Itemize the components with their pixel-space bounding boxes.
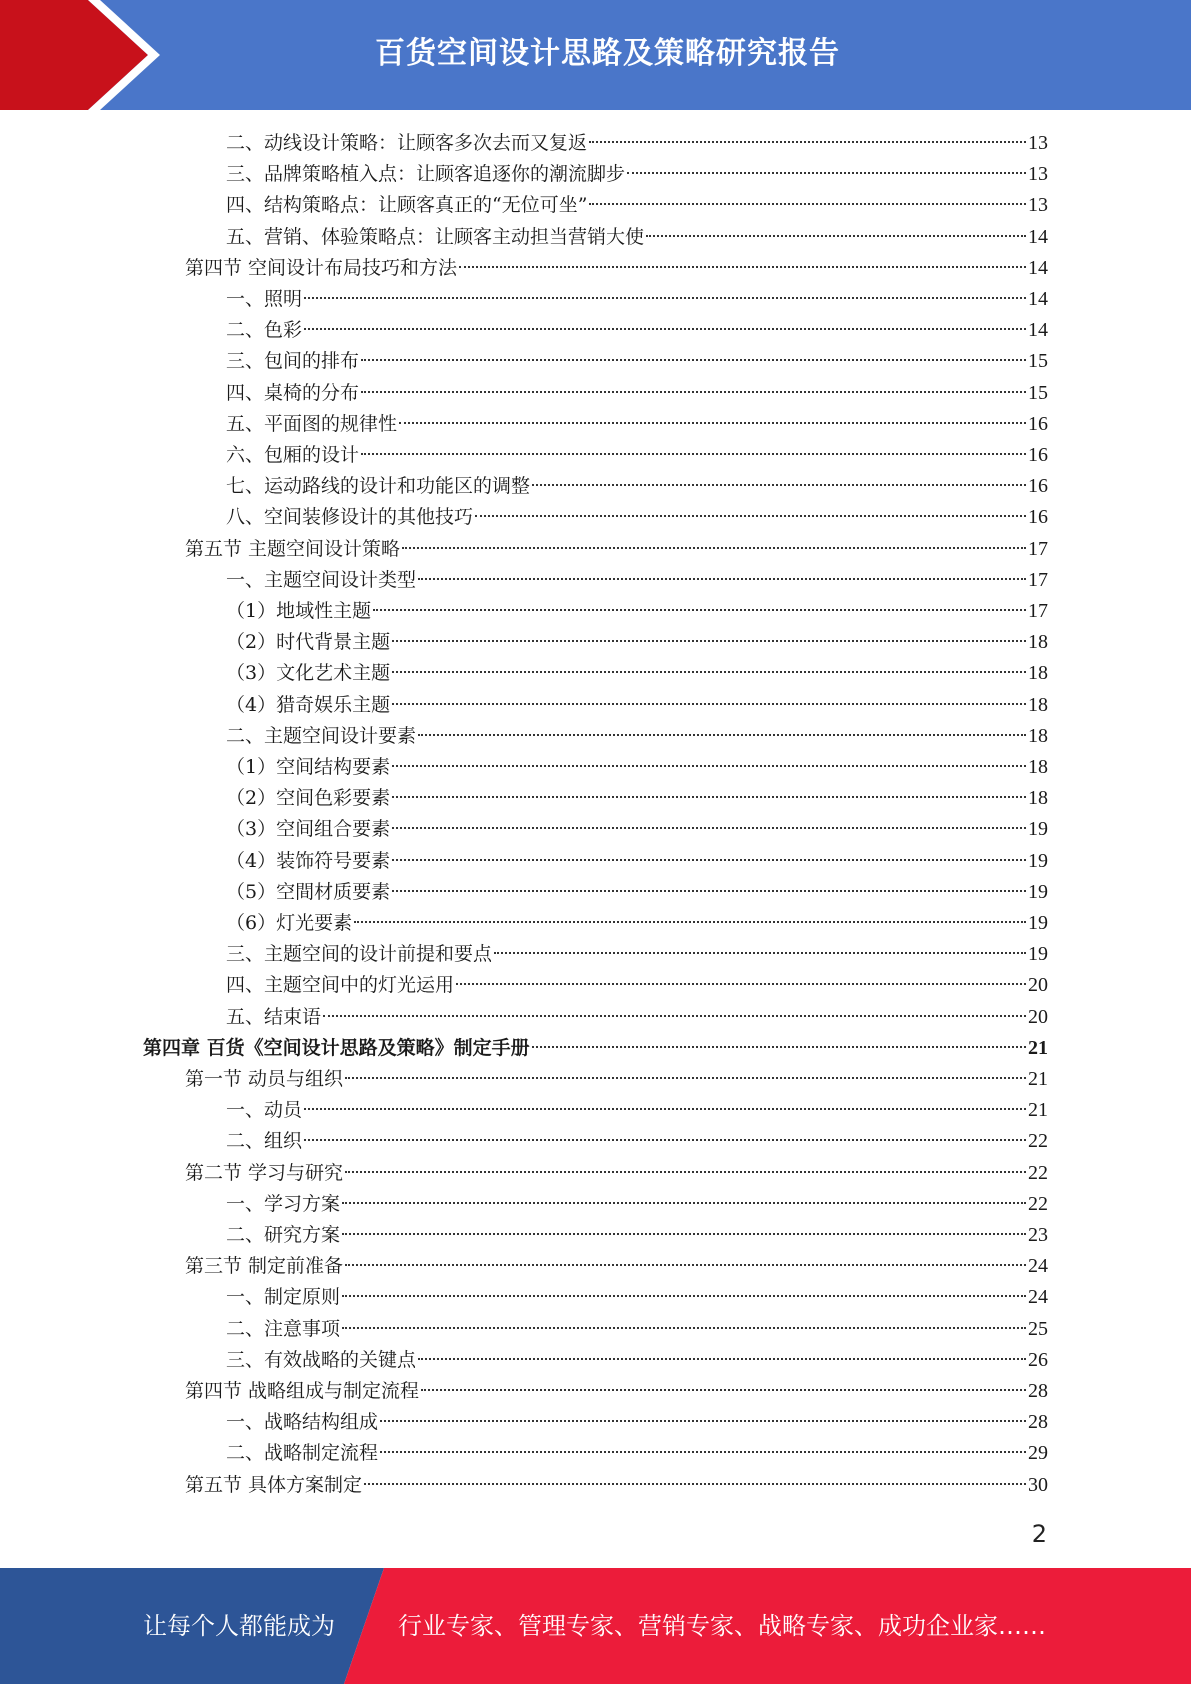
toc-entry-page: 15 <box>1028 350 1048 372</box>
toc-dot-leader <box>304 328 1026 330</box>
toc-dot-leader <box>361 391 1026 393</box>
toc-dot-leader <box>646 235 1026 237</box>
toc-dot-leader <box>627 172 1026 174</box>
toc-entry-page: 19 <box>1028 881 1048 903</box>
toc-dot-leader <box>345 1077 1026 1079</box>
toc-entry-page: 19 <box>1028 912 1048 934</box>
toc-entry-page: 24 <box>1028 1286 1048 1308</box>
toc-entry[interactable] <box>226 970 1048 1000</box>
toc-entry-label: 第四节 空间设计布局技巧和方法 <box>185 257 458 279</box>
toc-entry[interactable] <box>226 346 1048 376</box>
toc-entry-page: 30 <box>1028 1474 1048 1496</box>
toc-entry[interactable] <box>226 222 1048 252</box>
toc-entry-label: （1）地域性主题 <box>226 600 372 622</box>
toc-entry[interactable] <box>226 814 1048 844</box>
toc-entry-page: 13 <box>1028 132 1048 154</box>
toc-entry-page: 19 <box>1028 850 1048 872</box>
toc-entry[interactable] <box>226 190 1048 220</box>
toc-entry-label: 五、营销、体验策略点：让顾客主动担当营销大使 <box>226 226 645 248</box>
toc-entry-page: 21 <box>1028 1037 1048 1059</box>
toc-entry-page: 18 <box>1028 662 1048 684</box>
toc-entry-page: 16 <box>1028 475 1048 497</box>
toc-entry-label: 第五节 具体方案制定 <box>185 1474 363 1496</box>
toc-dot-leader <box>392 796 1026 798</box>
toc-entry-page: 17 <box>1028 569 1048 591</box>
toc-entry[interactable] <box>185 1470 1048 1500</box>
toc-entry-page: 28 <box>1028 1380 1048 1402</box>
toc-entry[interactable] <box>185 253 1048 283</box>
toc-entry-label: 二、组织 <box>226 1130 303 1152</box>
toc-entry-label: 第四章 百货《空间设计思路及策略》制定手册 <box>143 1037 530 1059</box>
toc-entry-page: 18 <box>1028 787 1048 809</box>
toc-entry-page: 26 <box>1028 1349 1048 1371</box>
toc-dot-leader <box>342 1295 1026 1297</box>
toc-entry-label: 四、桌椅的分布 <box>226 382 360 404</box>
toc-entry[interactable] <box>226 565 1048 595</box>
toc-entry[interactable] <box>226 440 1048 470</box>
toc-dot-leader <box>373 609 1026 611</box>
toc-dot-leader <box>380 1451 1026 1453</box>
toc-entry-page: 17 <box>1028 600 1048 622</box>
toc-entry-page: 25 <box>1028 1318 1048 1340</box>
toc-dot-leader <box>589 141 1026 143</box>
toc-entry-label: 一、战略结构组成 <box>226 1411 379 1433</box>
page-number: 2 <box>1031 1520 1047 1548</box>
toc-dot-leader <box>392 859 1026 861</box>
toc-dot-leader <box>402 547 1026 549</box>
footer-slogan-left: 让每个人都能成为 <box>143 1612 335 1640</box>
toc-dot-leader <box>392 640 1026 642</box>
toc-entry-page: 19 <box>1028 818 1048 840</box>
toc-entry[interactable] <box>226 1282 1048 1312</box>
toc-dot-leader <box>342 1327 1026 1329</box>
toc-entry[interactable] <box>185 1376 1048 1406</box>
toc-entry-page: 18 <box>1028 631 1048 653</box>
toc-entry-page: 16 <box>1028 413 1048 435</box>
toc-entry-label: 六、包厢的设计 <box>226 444 360 466</box>
toc-entry-page: 29 <box>1028 1442 1048 1464</box>
toc-dot-leader <box>354 921 1026 923</box>
toc-entry-page: 14 <box>1028 319 1048 341</box>
toc-dot-leader <box>392 765 1026 767</box>
toc-entry[interactable] <box>226 378 1048 408</box>
toc-entry-label: 七、运动路线的设计和功能区的调整 <box>226 475 531 497</box>
toc-entry[interactable] <box>226 284 1048 314</box>
toc-dot-leader <box>345 1171 1026 1173</box>
toc-entry-label: （2）空间色彩要素 <box>226 787 391 809</box>
toc-dot-leader <box>418 1358 1026 1360</box>
toc-entry-page: 13 <box>1028 163 1048 185</box>
toc-dot-leader <box>304 1108 1026 1110</box>
toc-entry[interactable] <box>185 1064 1048 1094</box>
toc-entry[interactable] <box>226 1126 1048 1156</box>
toc-entry-label: 一、学习方案 <box>226 1193 341 1215</box>
toc-dot-leader <box>589 203 1026 205</box>
footer-slogan-right: 行业专家、管理专家、营销专家、战略专家、成功企业家…… <box>398 1612 1046 1640</box>
toc-entry-page: 15 <box>1028 382 1048 404</box>
toc-dot-leader <box>532 484 1026 486</box>
toc-entry[interactable] <box>226 1438 1048 1468</box>
toc-entry-page: 18 <box>1028 756 1048 778</box>
toc-entry-label: （6）灯光要素 <box>226 912 353 934</box>
toc-entry-page: 22 <box>1028 1130 1048 1152</box>
toc-dot-leader <box>342 1233 1026 1235</box>
toc-dot-leader <box>392 827 1026 829</box>
toc-entry[interactable] <box>226 502 1048 532</box>
toc-entry-label: 二、注意事项 <box>226 1318 341 1340</box>
toc-entry-label: 第三节 制定前准备 <box>185 1255 344 1277</box>
toc-entry-label: （1）空间结构要素 <box>226 756 391 778</box>
toc-entry[interactable] <box>226 721 1048 751</box>
toc-entry-page: 16 <box>1028 506 1048 528</box>
toc-dot-leader <box>475 515 1026 517</box>
toc-entry[interactable] <box>185 534 1048 564</box>
toc-entry-page: 28 <box>1028 1411 1048 1433</box>
toc-entry[interactable] <box>226 596 1048 626</box>
toc-dot-leader <box>494 952 1026 954</box>
toc-entry-page: 23 <box>1028 1224 1048 1246</box>
toc-dot-leader <box>304 297 1026 299</box>
toc-entry-page: 24 <box>1028 1255 1048 1277</box>
toc-entry-label: 一、主题空间设计类型 <box>226 569 417 591</box>
toc-dot-leader <box>399 422 1026 424</box>
toc-dot-leader <box>392 703 1026 705</box>
toc-entry-page: 18 <box>1028 725 1048 747</box>
toc-entry-label: 第四节 战略组成与制定流程 <box>185 1380 420 1402</box>
toc-entry-label: （4）装饰符号要素 <box>226 850 391 872</box>
toc-dot-leader <box>361 453 1026 455</box>
page-header <box>0 0 1191 110</box>
toc-dot-leader <box>345 1264 1026 1266</box>
toc-dot-leader <box>342 1202 1026 1204</box>
toc-entry-label: 三、主题空间的设计前提和要点 <box>226 943 493 965</box>
toc-entry-label: 四、结构策略点：让顾客真正的“无位可坐” <box>226 194 588 216</box>
toc-entry-page: 21 <box>1028 1068 1048 1090</box>
toc-entry[interactable] <box>143 1033 1048 1063</box>
toc-dot-leader <box>456 983 1026 985</box>
toc-entry-page: 14 <box>1028 226 1048 248</box>
toc-dot-leader <box>392 671 1026 673</box>
toc-entry[interactable] <box>185 1158 1048 1188</box>
toc-entry[interactable] <box>226 939 1048 969</box>
toc-entry-label: 二、研究方案 <box>226 1224 341 1246</box>
toc-entry[interactable] <box>226 658 1048 688</box>
toc-entry[interactable] <box>226 471 1048 501</box>
toc-dot-leader <box>459 266 1026 268</box>
toc-entry-label: （3）空间组合要素 <box>226 818 391 840</box>
toc-entry-page: 13 <box>1028 194 1048 216</box>
toc-entry-label: 三、有效战略的关键点 <box>226 1349 417 1371</box>
toc-dot-leader <box>361 359 1026 361</box>
toc-dot-leader <box>421 1389 1026 1391</box>
toc-entry-page: 20 <box>1028 974 1048 996</box>
toc-entry[interactable] <box>226 783 1048 813</box>
toc-entry[interactable] <box>226 877 1048 907</box>
toc-entry[interactable] <box>226 1189 1048 1219</box>
toc-entry-page: 20 <box>1028 1006 1048 1028</box>
toc-dot-leader <box>418 578 1026 580</box>
toc-entry-label: 五、结束语 <box>226 1006 322 1028</box>
toc-entry[interactable] <box>226 1314 1048 1344</box>
toc-entry-label: 五、平面图的规律性 <box>226 413 398 435</box>
toc-entry[interactable] <box>226 159 1048 189</box>
toc-entry-page: 14 <box>1028 257 1048 279</box>
toc-entry-page: 14 <box>1028 288 1048 310</box>
toc-entry-label: 一、动员 <box>226 1099 303 1121</box>
toc-entry-page: 18 <box>1028 694 1048 716</box>
toc-entry-label: 一、制定原则 <box>226 1286 341 1308</box>
toc-entry-label: 三、品牌策略植入点：让顾客追逐你的潮流脚步 <box>226 163 626 185</box>
toc-dot-leader <box>304 1139 1026 1141</box>
toc-entry-page: 22 <box>1028 1193 1048 1215</box>
toc-dot-leader <box>380 1420 1026 1422</box>
toc-entry-page: 19 <box>1028 943 1048 965</box>
toc-entry[interactable] <box>226 846 1048 876</box>
toc-entry[interactable] <box>226 128 1048 158</box>
toc-entry[interactable] <box>226 908 1048 938</box>
toc-entry-label: 第二节 学习与研究 <box>185 1162 344 1184</box>
toc-entry-page: 22 <box>1028 1162 1048 1184</box>
toc-dot-leader <box>364 1483 1026 1485</box>
toc-entry[interactable] <box>226 1407 1048 1437</box>
toc-entry[interactable] <box>226 315 1048 345</box>
toc-entry[interactable] <box>226 1002 1048 1032</box>
toc-entry-label: 二、主题空间设计要素 <box>226 725 417 747</box>
toc-entry-label: 第一节 动员与组织 <box>185 1068 344 1090</box>
toc-entry[interactable] <box>226 627 1048 657</box>
toc-entry-label: （5）空間材质要素 <box>226 881 391 903</box>
document-title: 百货空间设计思路及策略研究报告 <box>375 36 840 71</box>
toc-entry-label: 二、战略制定流程 <box>226 1442 379 1464</box>
toc-entry-label: （2）时代背景主题 <box>226 631 391 653</box>
toc-dot-leader <box>418 734 1026 736</box>
toc-entry-page: 17 <box>1028 538 1048 560</box>
toc-entry[interactable] <box>226 1345 1048 1375</box>
toc-dot-leader <box>392 890 1026 892</box>
toc-entry[interactable] <box>226 752 1048 782</box>
toc-entry[interactable] <box>226 1095 1048 1125</box>
toc-entry-label: （3）文化艺术主题 <box>226 662 391 684</box>
toc-entry-page: 21 <box>1028 1099 1048 1121</box>
toc-entry-page: 16 <box>1028 444 1048 466</box>
toc-entry-label: 三、包间的排布 <box>226 350 360 372</box>
toc-entry[interactable] <box>185 1251 1048 1281</box>
toc-entry-label: 八、空间装修设计的其他技巧 <box>226 506 474 528</box>
page-footer <box>0 1568 1191 1684</box>
toc-entry-label: 第五节 主题空间设计策略 <box>185 538 401 560</box>
toc-entry[interactable] <box>226 1220 1048 1250</box>
toc-entry-label: （4）猎奇娱乐主题 <box>226 694 391 716</box>
toc-dot-leader <box>532 1046 1026 1048</box>
toc-entry[interactable] <box>226 690 1048 720</box>
toc-entry[interactable] <box>226 409 1048 439</box>
toc-dot-leader <box>323 1015 1026 1017</box>
toc-entry-label: 二、动线设计策略：让顾客多次去而又复返 <box>226 132 588 154</box>
toc-entry-label: 二、色彩 <box>226 319 303 341</box>
toc-entry-label: 一、照明 <box>226 288 303 310</box>
toc-entry-label: 四、主题空间中的灯光运用 <box>226 974 455 996</box>
